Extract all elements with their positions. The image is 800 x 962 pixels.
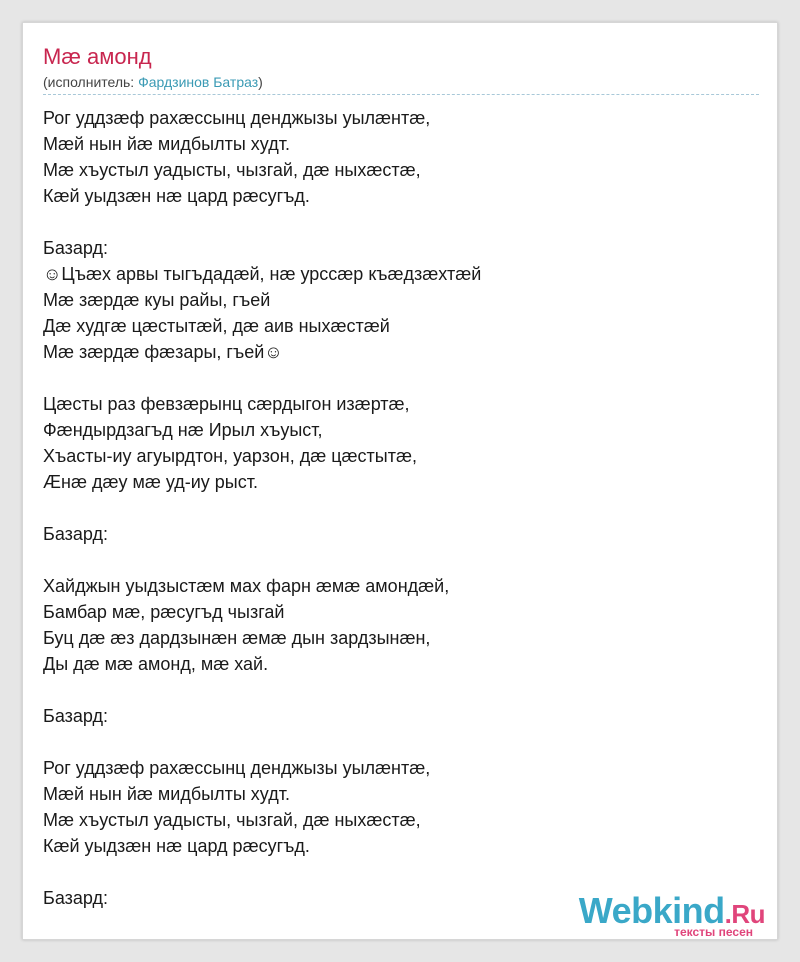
lyric-line: Мæ хъустыл уадысты, чызгай, дæ ныхæстæ, bbox=[43, 160, 421, 180]
song-title: Мæ амонд bbox=[43, 44, 152, 69]
lyric-line: Мæй нын йæ мидбылты худт. bbox=[43, 784, 290, 804]
lyric-line: Рог уддзæф рахæссынц денджызы уылæнтæ, bbox=[43, 108, 431, 128]
lyric-line: Дæ худгæ цæстытæй, дæ аив ныхæстæй bbox=[43, 316, 390, 336]
lyric-blank-line bbox=[43, 209, 759, 235]
lyric-blank-line bbox=[43, 495, 759, 521]
lyric-line: Базард: bbox=[43, 238, 108, 258]
lyric-line: Фæндырдзагъд нæ Ирыл хъуыст, bbox=[43, 420, 323, 440]
lyric-line: Базард: bbox=[43, 888, 108, 908]
site-logo[interactable] bbox=[571, 891, 771, 939]
lyric-line: Рог уддзæф рахæссынц денджызы уылæнтæ, bbox=[43, 758, 431, 778]
artist-link[interactable]: Фардзинов Батраз bbox=[138, 74, 259, 90]
lyric-line: Цæсты раз февзæрынц сæрдыгон изæртæ, bbox=[43, 394, 410, 414]
lyrics-body bbox=[43, 105, 759, 911]
lyric-line: Мæ зæрдæ фæзары, гъей☺ bbox=[43, 342, 283, 362]
lyric-blank-line bbox=[43, 547, 759, 573]
logo-tld: .Ru bbox=[724, 899, 765, 929]
lyric-line: Мæ хъустыл уадысты, чызгай, дæ ныхæстæ, bbox=[43, 810, 421, 830]
song-header bbox=[43, 43, 759, 95]
logo-brand-name: Webkind bbox=[578, 890, 725, 931]
lyric-line: Мæй нын йæ мидбылты худт. bbox=[43, 134, 290, 154]
performer-line bbox=[43, 73, 759, 95]
lyric-blank-line bbox=[43, 677, 759, 703]
lyric-line: Кæй уыдзæн нæ цард рæсугъд. bbox=[43, 836, 310, 856]
lyric-blank-line bbox=[43, 859, 759, 885]
logo-tagline: тексты песен bbox=[674, 925, 753, 939]
lyric-blank-line bbox=[43, 365, 759, 391]
performer-suffix: ) bbox=[258, 74, 263, 90]
lyric-line: Базард: bbox=[43, 524, 108, 544]
lyric-line: Базард: bbox=[43, 706, 108, 726]
lyric-line: Буц дæ æз дардзынæн æмæ дын зардзынæн, bbox=[43, 628, 431, 648]
lyric-line: Æнæ дæу мæ уд-иу рыст. bbox=[43, 472, 258, 492]
lyric-line: Мæ зæрдæ куы райы, гъей bbox=[43, 290, 271, 310]
lyric-line: Хайджын уыдзыстæм мах фарн æмæ амондæй, bbox=[43, 576, 450, 596]
lyrics-card bbox=[22, 22, 778, 940]
lyric-blank-line bbox=[43, 729, 759, 755]
lyric-line: ☺Цъæх арвы тыгъдадæй, нæ урссæр къæдзæхтæй bbox=[43, 264, 482, 284]
lyric-line: Бамбар мæ, рæсугъд чызгай bbox=[43, 602, 285, 622]
lyric-line: Ды дæ мæ амонд, мæ хай. bbox=[43, 654, 269, 674]
lyric-line: Кæй уыдзæн нæ цард рæсугъд. bbox=[43, 186, 310, 206]
performer-prefix: (исполнитель: bbox=[43, 74, 139, 90]
lyric-line: Хъасты-иу агуырдтон, уарзон, дæ цæстытæ, bbox=[43, 446, 417, 466]
